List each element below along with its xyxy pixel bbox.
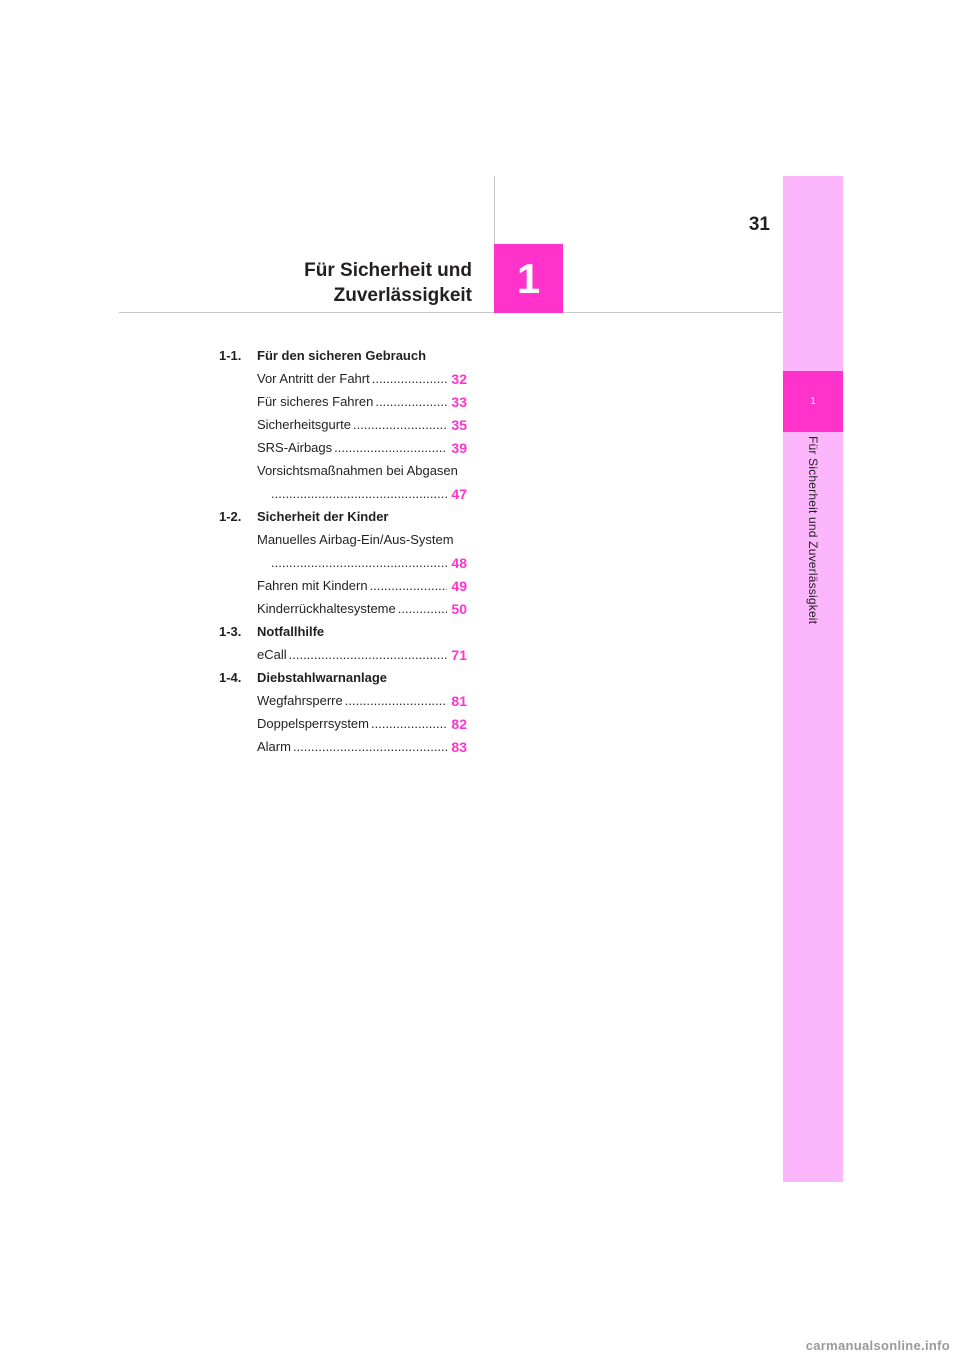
toc-entry-page-link[interactable]: 71: [451, 646, 467, 663]
toc-entry-title: Vorsichtsmaßnahmen bei Abgasen: [257, 463, 458, 478]
toc-entry-title: Fahren mit Kindern: [257, 578, 368, 593]
toc-leader-dots: [271, 555, 447, 570]
toc-entry-title: Doppelsperrsystem: [257, 716, 369, 731]
toc-entry[interactable]: [219, 413, 467, 436]
chapter-title-line2: Zuverlässigkeit: [333, 285, 472, 306]
toc-entry-title: Alarm: [257, 739, 291, 754]
toc-section-number: 1-2.: [219, 509, 242, 524]
toc-section-number: 1-1.: [219, 348, 242, 363]
toc-leader-dots: [372, 371, 447, 386]
toc-leader-dots: [271, 486, 447, 501]
toc-leader-dots: [370, 578, 447, 593]
side-tab-number: 1: [810, 396, 816, 407]
toc-entry[interactable]: [219, 689, 467, 712]
toc-entry-title: Kinderrückhaltesysteme: [257, 601, 396, 616]
toc-leader-dots: [371, 716, 447, 731]
toc-entry-page-link[interactable]: 81: [451, 692, 467, 709]
toc-entry-page-link[interactable]: 83: [451, 738, 467, 755]
toc-section-number: 1-4.: [219, 670, 242, 685]
toc-entry[interactable]: [219, 735, 467, 758]
toc-section-title: Diebstahlwarnanlage: [257, 670, 388, 685]
toc-entry-title: SRS-Airbags: [257, 440, 333, 455]
toc-entry[interactable]: [219, 459, 467, 505]
watermark: carmanualsonline.info: [805, 1338, 950, 1353]
toc-leader-dots: [334, 440, 447, 455]
chapter-number-box: [494, 244, 563, 313]
chapter-title-line1: Für Sicherheit und: [304, 260, 472, 281]
toc-entry-page-link[interactable]: 32: [451, 370, 467, 387]
side-tab-label: Für Sicherheit und Zuverlässigkeit: [806, 436, 820, 625]
toc-entry-page-link[interactable]: 47: [451, 485, 467, 502]
toc-leader-dots: [353, 417, 447, 432]
toc-entry[interactable]: [219, 367, 467, 390]
toc-leader-dots: [293, 739, 447, 754]
toc-section-heading: [219, 666, 467, 689]
side-tab-active-chapter[interactable]: [783, 371, 843, 432]
toc-entry-page-link[interactable]: 33: [451, 393, 467, 410]
header-horizontal-divider: [119, 312, 782, 313]
toc-entry-title: Für sicheres Fahren: [257, 394, 374, 409]
toc-leader-dots: [289, 647, 447, 662]
toc-entry-title: eCall: [257, 647, 287, 662]
toc-entry[interactable]: [219, 574, 467, 597]
toc-section-heading: [219, 620, 467, 643]
toc-entry-title: Wegfahrsperre: [257, 693, 343, 708]
toc-entry[interactable]: [219, 643, 467, 666]
toc-section-heading: [219, 344, 467, 367]
toc-leader-dots: [375, 394, 447, 409]
toc-entry-title: Manuelles Airbag-Ein/Aus-System: [257, 532, 454, 547]
page-number: 31: [748, 214, 770, 235]
toc-entry-page-link[interactable]: 39: [451, 439, 467, 456]
table-of-contents: [219, 344, 467, 758]
toc-entry[interactable]: [219, 597, 467, 620]
toc-entry[interactable]: [219, 436, 467, 459]
toc-section-heading: [219, 505, 467, 528]
toc-section-title: Sicherheit der Kinder: [257, 509, 389, 524]
chapter-side-band: [783, 176, 843, 1182]
toc-entry-page-link[interactable]: 49: [451, 577, 467, 594]
toc-leader-dots: [398, 601, 447, 616]
side-tab-label-area: [783, 436, 843, 648]
toc-entry[interactable]: [219, 390, 467, 413]
chapter-title: [240, 258, 472, 308]
toc-section-title: Notfallhilfe: [257, 624, 325, 639]
chapter-number: 1: [516, 254, 541, 302]
toc-entry-title: Vor Antritt der Fahrt: [257, 371, 370, 386]
toc-entry[interactable]: [219, 528, 467, 574]
toc-entry-title: Sicherheitsgurte: [257, 417, 351, 432]
toc-entry-page-link[interactable]: 50: [451, 600, 467, 617]
toc-entry-page-link[interactable]: 35: [451, 416, 467, 433]
toc-section-number: 1-3.: [219, 624, 242, 639]
toc-entry-page-link[interactable]: 48: [451, 554, 467, 571]
toc-entry[interactable]: [219, 712, 467, 735]
toc-leader-dots: [345, 693, 447, 708]
toc-entry-page-link[interactable]: 82: [451, 715, 467, 732]
toc-section-title: Für den sicheren Gebrauch: [257, 348, 427, 363]
